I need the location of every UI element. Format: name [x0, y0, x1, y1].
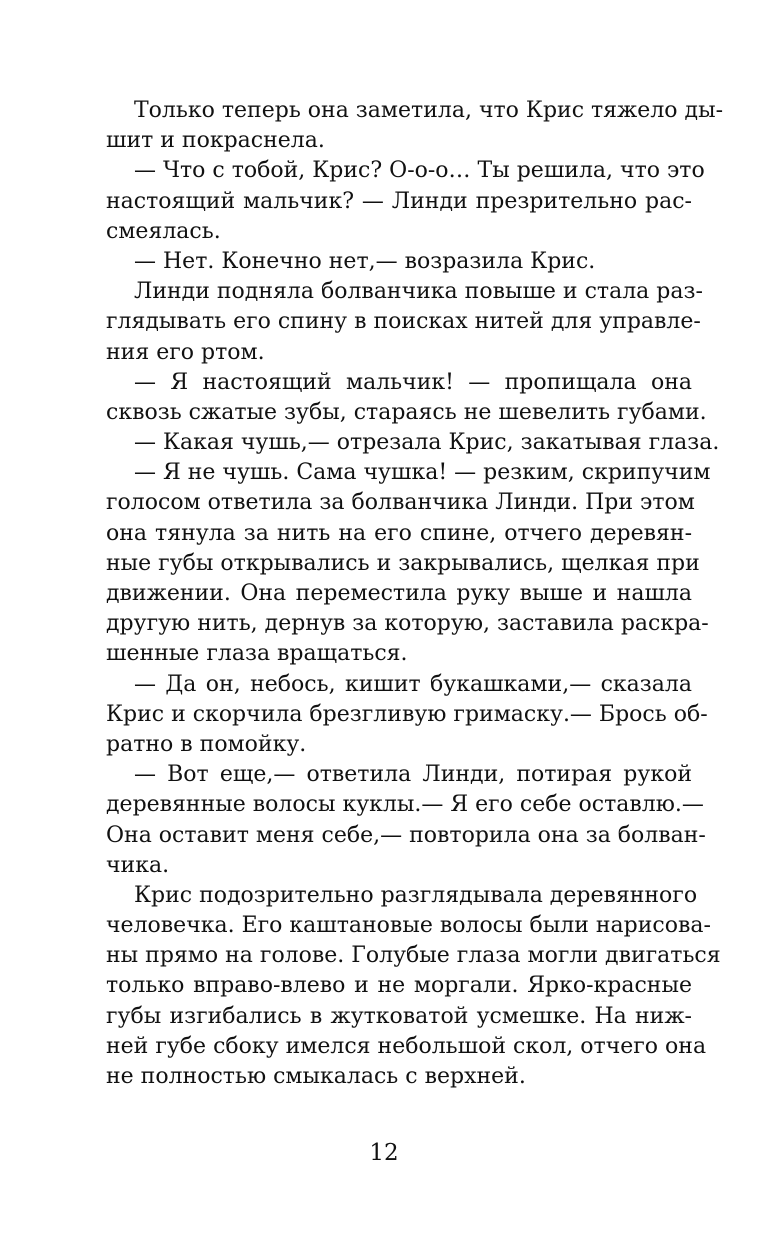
text-line: настоящий мальчик? — Линди презрительно рас-	[106, 188, 692, 214]
text-line: глядывать его спину в поисках нитей для управле-	[106, 309, 701, 335]
text-line: Линди подняла болванчика повыше и стала раз-	[134, 279, 703, 305]
text-line: — Что с тобой, Крис? О-о-о… Ты решила, что это	[134, 158, 705, 184]
text-line: смеялась.	[106, 218, 221, 244]
text-line: — Какая чушь,— отрезала Крис, закатывая глаза.	[134, 430, 720, 456]
paragraph	[106, 156, 705, 247]
text-line: ней губе сбоку имелся небольшой скол, отчего она	[106, 1033, 707, 1059]
text-line: голосом ответила за болванчика Линди. При этом	[106, 490, 695, 516]
paragraph	[106, 881, 721, 1092]
text-line: сквозь сжатые зубы, стараясь не шевелить губами.	[106, 399, 707, 425]
page-number: 12	[369, 1140, 399, 1166]
text-line: ния его ртом.	[106, 339, 265, 365]
text-line: — Нет. Конечно нет,— возразила Крис.	[134, 248, 596, 274]
paragraph	[106, 277, 703, 368]
text-line: ратно в помойку.	[106, 731, 307, 757]
paragraph	[106, 760, 706, 881]
text-line: только вправо-влево и не моргали. Ярко-красные	[106, 973, 692, 999]
text-line: человечка. Его каштановые волосы были нарисова-	[106, 913, 711, 939]
text-line: другую нить, дернув за которую, заставила раскра-	[106, 611, 709, 637]
text-line: — Я не чушь. Сама чушка! — резким, скрипучим	[134, 460, 711, 486]
paragraph	[106, 428, 720, 458]
text-line: ны прямо на голове. Голубые глаза могли двигаться	[106, 943, 721, 969]
text-line: шит и покраснела.	[106, 128, 325, 154]
text-line: движении. Она переместила руку выше и нашла	[106, 581, 692, 606]
text-line: губы изгибались в жутковатой усмешке. На ниж-	[106, 1003, 692, 1029]
text-line: — Вот еще,— ответила Линди, потирая рукой	[134, 762, 692, 788]
body-text	[106, 96, 724, 1092]
text-line: чика.	[106, 852, 170, 878]
text-line: Крис подозрительно разглядывала деревянного	[134, 882, 698, 908]
text-line: ные губы открывались и закрывались, щелкая при	[106, 550, 700, 576]
paragraph	[106, 458, 711, 669]
text-line: шенные глаза вращаться.	[106, 641, 408, 667]
text-line: — Да он, небось, кишит букашками,— сказала	[134, 671, 692, 697]
paragraph	[106, 670, 708, 761]
paragraph	[106, 368, 707, 428]
text-line: — Я настоящий мальчик! — пропищала она	[134, 369, 692, 395]
text-line: Крис и скорчила брезгливую гримаску.— Брось об-	[106, 701, 708, 727]
paragraph	[106, 96, 724, 156]
text-line: Только теперь она заметила, что Крис тяжело ды-	[134, 98, 724, 123]
text-line: Она оставит меня себе,— повторила она за болван-	[106, 822, 706, 848]
text-line: не полностью смыкалась с верхней.	[106, 1064, 526, 1089]
paragraph	[106, 247, 692, 277]
text-line: деревянные волосы куклы.— Я его себе оставлю.—	[106, 792, 704, 818]
text-line: она тянула за нить на его спине, отчего деревян-	[106, 520, 692, 546]
